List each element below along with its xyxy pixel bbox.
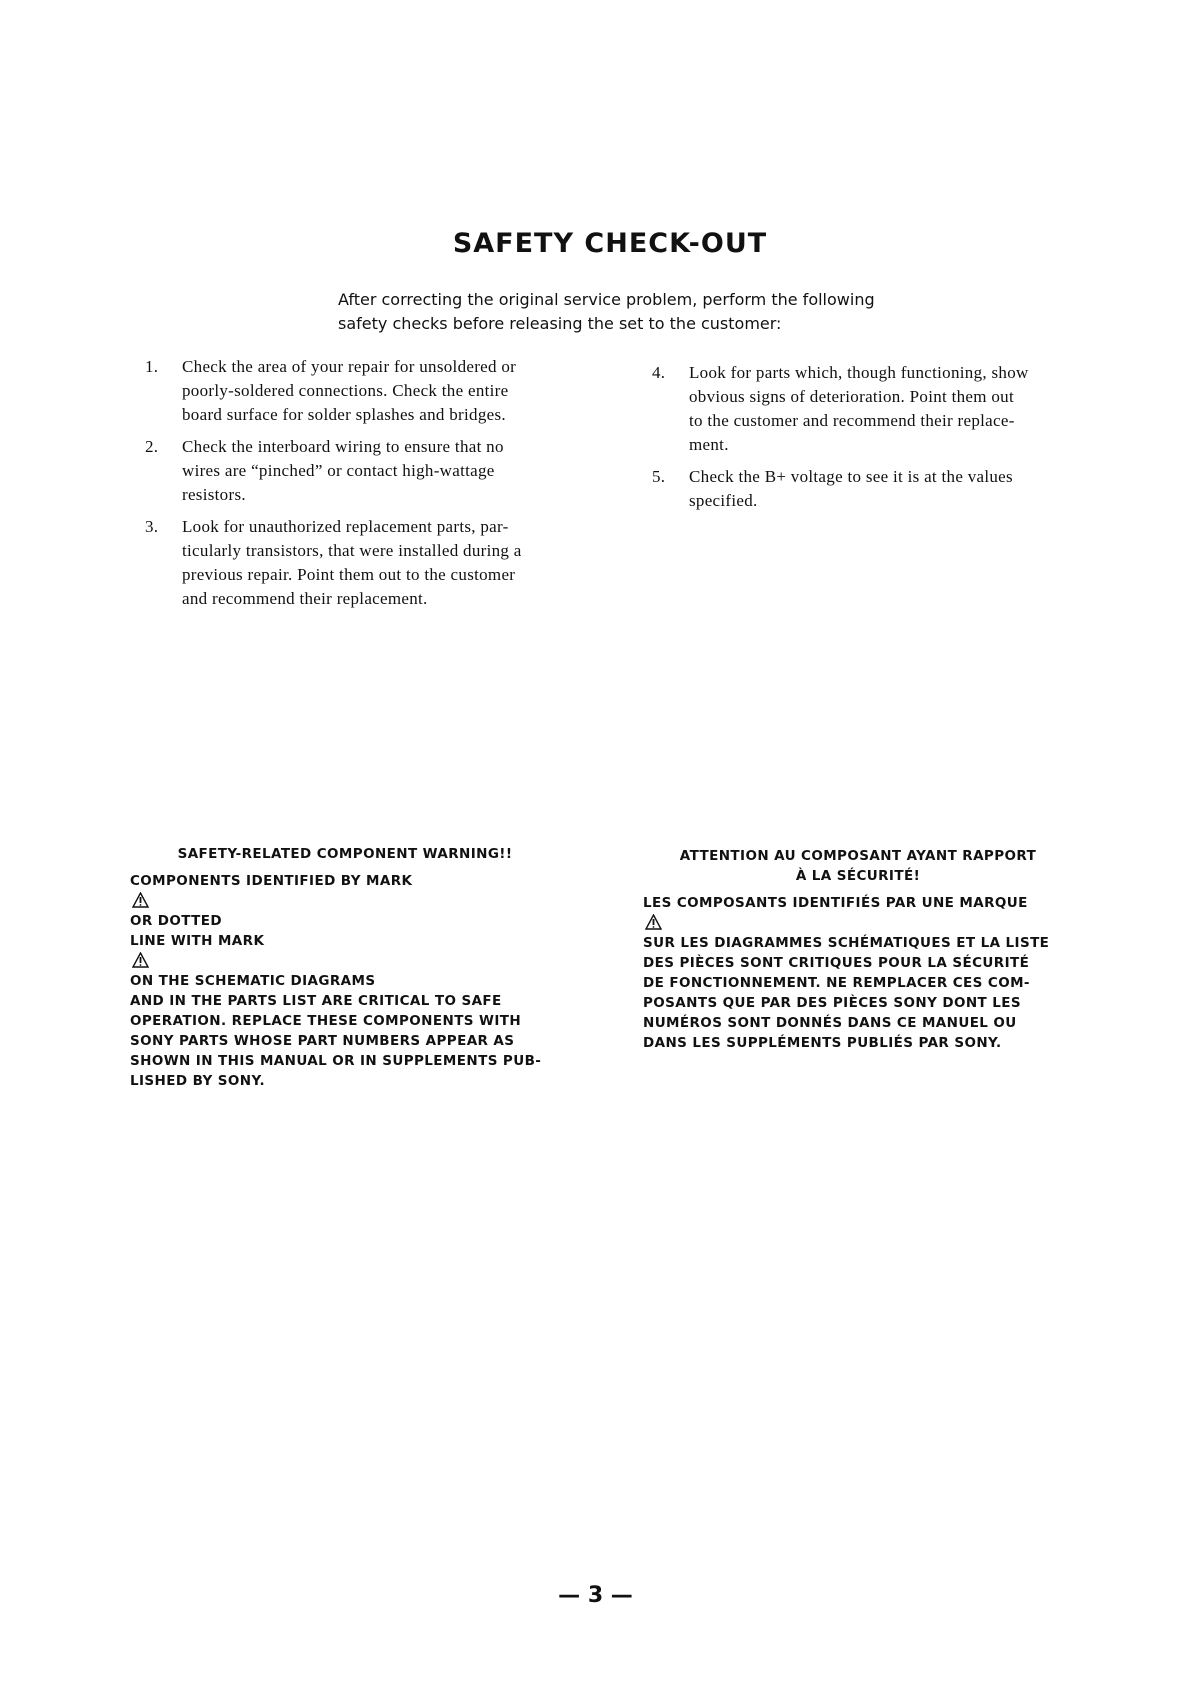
warning-triangle-icon [645,914,662,930]
warning-text: COMPONENTS IDENTIFIED BY MARK [130,873,413,889]
warning-line [130,931,560,991]
check-list-left [145,355,565,619]
check-item-line: ticularly transistors, that were installed during a [182,541,522,560]
warning-line: NUMÉROS SONT DONNÉS DANS CE MANUEL OU [643,1015,1017,1031]
check-item-line: and recommend their replacement. [182,589,428,608]
check-item-line: Check the area of your repair for unsoldered or [182,357,517,376]
warning-line: OPERATION. REPLACE THESE COMPONENTS WITH [130,1013,522,1029]
warning-line [643,893,1073,933]
check-list-right [652,361,1072,521]
check-item-line: Check the B+ voltage to see it is at the values [689,467,1013,486]
check-item-number: 5. [652,467,666,486]
check-item-line: ment. [689,435,729,454]
check-item-line: resistors. [182,485,246,504]
check-item-line: Look for parts which, though functioning, show [689,363,1029,382]
warning-line: SONY PARTS WHOSE PART NUMBERS APPEAR AS [130,1033,515,1049]
warning-title [643,846,1073,886]
warning-line: POSANTS QUE PAR DES PIÈCES SONY DONT LES [643,995,1021,1011]
check-item-line: Look for unauthorized replacement parts, par- [182,517,509,536]
warning-body [643,893,1073,1053]
check-item-1 [145,355,565,427]
check-item-line: to the customer and recommend their replace- [689,411,1015,430]
warning-triangle-icon [132,892,149,908]
check-item-line: previous repair. Point them out to the customer [182,565,516,584]
check-item-3 [145,515,565,611]
check-item-4 [652,361,1072,457]
page-title: SAFETY CHECK-OUT [452,228,768,259]
warning-title: SAFETY-RELATED COMPONENT WARNING!! [177,846,513,862]
check-item-number: 4. [652,363,666,382]
intro-line-2: safety checks before releasing the set to the customer: [338,314,782,333]
warning-title-line: À LA SÉCURITÉ! [795,868,921,884]
check-item-number: 2. [145,437,159,456]
warning-text: LES COMPOSANTS IDENTIFIÉS PAR UNE MARQUE [643,895,1028,911]
check-item-2 [145,435,565,507]
intro-line-1: After correcting the original service problem, perform the following [338,290,875,309]
warning-line: DES PIÈCES SONT CRITIQUES POUR LA SÉCURITÉ [643,955,1030,971]
check-item-5 [652,465,1072,513]
check-item-line: Check the interboard wiring to ensure that no [182,437,504,456]
check-item-number: 1. [145,357,159,376]
check-item-number: 3. [145,517,159,536]
warning-line: DANS LES SUPPLÉMENTS PUBLIÉS PAR SONY. [643,1035,1002,1051]
check-item-line: wires are “pinched” or contact high-wattage [182,461,495,480]
warning-text: ON THE SCHEMATIC DIAGRAMS [130,973,376,989]
safety-warning-french [643,846,1073,1053]
warning-body [130,871,560,1091]
warning-line: DE FONCTIONNEMENT. NE REMPLACER CES COM- [643,975,1030,991]
page-number: — 3 — [558,1583,633,1608]
check-item-line: obvious signs of deterioration. Point them out [689,387,1014,406]
check-item-line: board surface for solder splashes and bridges. [182,405,506,424]
warning-title-line: ATTENTION AU COMPOSANT AYANT RAPPORT [679,848,1037,864]
warning-line: SHOWN IN THIS MANUAL OR IN SUPPLEMENTS PUB- [130,1053,542,1069]
warning-line [130,871,560,931]
warning-line: SUR LES DIAGRAMMES SCHÉMATIQUES ET LA LISTE [643,935,1050,951]
warning-line: AND IN THE PARTS LIST ARE CRITICAL TO SAFE [130,993,502,1009]
check-item-line: poorly-soldered connections. Check the entire [182,381,509,400]
safety-warning-english [130,844,560,1091]
intro-text [338,288,898,336]
warning-line: LISHED BY SONY. [130,1073,265,1089]
warning-text: LINE WITH MARK [130,933,265,949]
check-item-line: specified. [689,491,758,510]
warning-text: OR DOTTED [130,913,223,929]
warning-triangle-icon [132,952,149,968]
